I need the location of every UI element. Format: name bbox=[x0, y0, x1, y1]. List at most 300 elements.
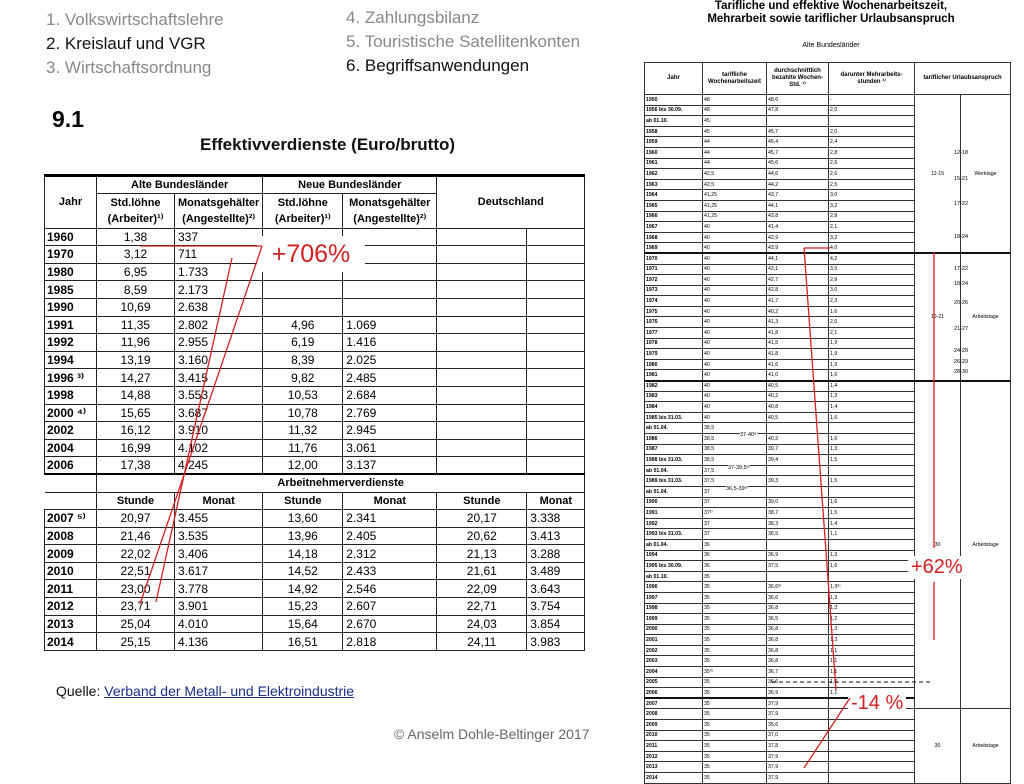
cell-year: 1985 bbox=[45, 281, 97, 299]
cell-value: 14,92 bbox=[263, 580, 343, 598]
r-urlaub-range: 24-28 bbox=[953, 348, 969, 354]
r-cell-value: 36,8 bbox=[767, 645, 829, 656]
r-cell-value bbox=[829, 720, 915, 731]
r-urlaub-range: 18-24 bbox=[953, 234, 969, 240]
r-cell-value: 35 bbox=[703, 773, 767, 784]
r-cell-year: 1985 bis 31.03. bbox=[645, 412, 703, 423]
r-cell-value: 3,2 bbox=[829, 232, 915, 243]
table-row bbox=[45, 598, 585, 616]
table-row bbox=[45, 369, 585, 387]
r-cell-year: 1968 bbox=[645, 232, 703, 243]
table-row bbox=[45, 298, 585, 316]
source-label: Quelle: bbox=[56, 683, 105, 699]
r-cell-value: 1,1 bbox=[829, 688, 915, 699]
cell-std-neue: 10,78 bbox=[263, 404, 343, 422]
r-cell-value: 1,3 bbox=[829, 624, 915, 635]
r-note-3: 36,5-39⁶⁾ bbox=[726, 486, 749, 492]
r-cell-value: 1,1 bbox=[829, 645, 915, 656]
r-cell-value: - bbox=[829, 95, 915, 106]
r-cell-value: 37²⁾ bbox=[703, 508, 767, 519]
r-cell-value: 2,1 bbox=[829, 328, 915, 339]
left-table-title: Effektivverdienste (Euro/brutto) bbox=[200, 135, 456, 154]
source-link[interactable]: Verband der Metall- und Elektroindustrie bbox=[104, 683, 355, 699]
cell-value: 23,71 bbox=[97, 598, 175, 616]
r-tage-arbeitstage: Arbeitstage bbox=[961, 709, 1011, 783]
cell-mon-alte: 1.733 bbox=[175, 263, 263, 281]
r-cell-value: 2,9 bbox=[829, 211, 915, 222]
r-table-row bbox=[645, 95, 1011, 106]
table-row bbox=[45, 386, 585, 404]
r-cell-value: 43,7 bbox=[767, 190, 829, 201]
cell-de-monat bbox=[527, 404, 585, 422]
r-cell-value: 40 bbox=[703, 285, 767, 296]
cell-de-monat bbox=[527, 351, 585, 369]
r-cell-value: 45 bbox=[703, 126, 767, 137]
cell-de-stunde bbox=[437, 281, 527, 299]
cell-value: 3.455 bbox=[175, 510, 263, 528]
table-row bbox=[45, 404, 585, 422]
r-cell-value: 2,1 bbox=[829, 222, 915, 233]
r-cell-value: 38,5 bbox=[703, 434, 767, 445]
r-cell-value: 40 bbox=[703, 359, 767, 370]
cell-value: 3.778 bbox=[175, 580, 263, 598]
r-cell-value: 48 bbox=[703, 105, 767, 116]
r-cell-value: 2,0 bbox=[829, 126, 915, 137]
cell-std-neue: 8,39 bbox=[263, 351, 343, 369]
cell-mon-neue bbox=[343, 298, 437, 316]
cell-de-stunde bbox=[437, 298, 527, 316]
table-row bbox=[45, 580, 585, 598]
cell-value: 3.406 bbox=[175, 545, 263, 563]
cell-std-neue: 11,76 bbox=[263, 439, 343, 457]
r-urlaub-group-1: 12-15 bbox=[915, 95, 961, 254]
r-cell-value: 38,5 bbox=[703, 423, 767, 434]
r-cell-value: 40 bbox=[703, 306, 767, 317]
r-cell-value: 35 bbox=[703, 677, 767, 688]
r-cell-value bbox=[829, 741, 915, 752]
r-cell-value bbox=[767, 465, 829, 476]
r-cell-value bbox=[829, 762, 915, 773]
r-cell-value: 35⁹⁾ bbox=[703, 667, 767, 678]
cell-value: 2.607 bbox=[343, 598, 437, 616]
right-subtitle: Alte Bundesländer bbox=[802, 42, 860, 49]
r-cell-value: 40,2 bbox=[767, 391, 829, 402]
cell-de-stunde bbox=[437, 457, 527, 475]
header-stunde: Stunde bbox=[263, 492, 343, 510]
nav-item-volkswirtschaftslehre[interactable]: 1. Volkswirtschaftslehre bbox=[46, 10, 224, 29]
cell-std-neue bbox=[263, 281, 343, 299]
r-cell-year: 1975 bbox=[645, 306, 703, 317]
header-stunde: Stunde bbox=[437, 492, 527, 510]
r-cell-year: 1950 bbox=[645, 95, 703, 106]
r-cell-value: 1,4 bbox=[829, 402, 915, 413]
cell-std-alte: 10,69 bbox=[97, 298, 175, 316]
cell-year: 1980 bbox=[45, 263, 97, 281]
r-cell-value: 41,5 bbox=[767, 338, 829, 349]
r-cell-value: 37,9 bbox=[767, 709, 829, 720]
r-cell-year: 1969 bbox=[645, 243, 703, 254]
r-cell-value: 37 bbox=[703, 518, 767, 529]
r-cell-value: 38,3 bbox=[767, 518, 829, 529]
r-cell-value: 39,3 bbox=[767, 476, 829, 487]
r-cell-value: 1,9 bbox=[829, 359, 915, 370]
r-cell-value: 35 bbox=[703, 730, 767, 741]
r-cell-value: 40 bbox=[703, 349, 767, 360]
r-cell-year: 1986 bbox=[645, 434, 703, 445]
cell-de-stunde bbox=[437, 351, 527, 369]
r-cell-value: 45,7 bbox=[767, 147, 829, 158]
r-cell-value: 36,8 bbox=[767, 656, 829, 667]
cell-value: 16,51 bbox=[263, 633, 343, 651]
cell-std-neue: 10,53 bbox=[263, 386, 343, 404]
r-cell-value: 43,8 bbox=[767, 211, 829, 222]
cell-de-stunde bbox=[437, 404, 527, 422]
r-cell-year: 1971 bbox=[645, 264, 703, 275]
table-row bbox=[45, 457, 585, 475]
r-cell-value: 2,3 bbox=[829, 296, 915, 307]
r-cell-year: 2001 bbox=[645, 635, 703, 646]
r-cell-value: 40 bbox=[703, 222, 767, 233]
r-cell-value: 37 bbox=[703, 529, 767, 540]
cell-std-alte: 6,95 bbox=[97, 263, 175, 281]
r-urlaub-range: 21-27 bbox=[953, 326, 969, 332]
cell-value: 3.643 bbox=[527, 580, 585, 598]
table-row bbox=[45, 334, 585, 352]
r-cell-value: 41,8 bbox=[767, 349, 829, 360]
nav-item-begriffsanwendungen[interactable]: 6. Begriffsanwendungen bbox=[346, 56, 530, 75]
r-cell-value: 47,8 bbox=[767, 105, 829, 116]
r-cell-value: 40 bbox=[703, 412, 767, 423]
cell-value: 3.983 bbox=[527, 633, 585, 651]
r-cell-year: 2003 bbox=[645, 656, 703, 667]
r-cell-year: 1994 bbox=[645, 550, 703, 561]
cell-mon-alte: 3.687 bbox=[175, 404, 263, 422]
table-row bbox=[45, 316, 585, 334]
r-cell-value: 40 bbox=[703, 275, 767, 286]
r-cell-year: 1966 bbox=[645, 211, 703, 222]
r-table-row bbox=[645, 381, 1011, 392]
right-panel bbox=[638, 0, 1024, 781]
nav-item-wirtschaftsordnung[interactable]: 3. Wirtschaftsordnung bbox=[46, 58, 212, 77]
r-urlaub-range: 17-22 bbox=[953, 201, 969, 207]
cell-value: 3.901 bbox=[175, 598, 263, 616]
r-cell-value: 40,2 bbox=[767, 306, 829, 317]
cell-de-stunde bbox=[437, 228, 527, 246]
r-cell-value: 3,5 bbox=[829, 264, 915, 275]
cell-year: 2002 bbox=[45, 422, 97, 440]
r-cell-year: 1967 bbox=[645, 222, 703, 233]
cell-year: 2004 bbox=[45, 439, 97, 457]
r-note-2: 37-39,5⁶⁾ bbox=[728, 465, 751, 471]
r-cell-value bbox=[767, 571, 829, 582]
cell-value: 3.489 bbox=[527, 562, 585, 580]
r-cell-value: 1,3 bbox=[829, 391, 915, 402]
cell-std-alte: 17,38 bbox=[97, 457, 175, 475]
copyright: © Anselm Dohle-Beltinger 2017 bbox=[394, 726, 590, 742]
cell-year: 2007 ⁵⁾ bbox=[45, 510, 97, 528]
cell-de-monat bbox=[527, 439, 585, 457]
cell-value: 20,62 bbox=[437, 527, 527, 545]
r-cell-year: 1962 bbox=[645, 169, 703, 180]
r-cell-year: 1982 bbox=[645, 381, 703, 392]
r-cell-value: 40 bbox=[703, 328, 767, 339]
cell-std-alte: 15,65 bbox=[97, 404, 175, 422]
r-cell-value: 41,7 bbox=[767, 296, 829, 307]
r-cell-year: 1993 bis 31.03. bbox=[645, 529, 703, 540]
header-neue-bl: Neue Bundesländer bbox=[263, 176, 437, 194]
r-cell-value: 37,9 bbox=[767, 751, 829, 762]
cell-value: 25,04 bbox=[97, 615, 175, 633]
r-cell-value: 45,7 bbox=[767, 126, 829, 137]
r-cell-value: 2,9 bbox=[829, 275, 915, 286]
r-cell-value bbox=[767, 116, 829, 127]
r-cell-value bbox=[829, 571, 915, 582]
header-std-loehne: Std.löhne (Arbeiter)¹⁾ bbox=[97, 193, 175, 228]
r-header-urlaub: tariflicher Urlaubsanspruch bbox=[915, 63, 1011, 95]
r-urlaub-30: 30 bbox=[915, 709, 961, 783]
header-monat: Monat bbox=[527, 492, 585, 510]
cell-mon-neue bbox=[343, 281, 437, 299]
header-alte-bl: Alte Bundesländer bbox=[97, 176, 263, 194]
cell-value: 3.754 bbox=[527, 598, 585, 616]
cell-value: 21,46 bbox=[97, 527, 175, 545]
r-cell-value: 36,5 bbox=[767, 614, 829, 625]
r-cell-value: 1,5 bbox=[829, 476, 915, 487]
cell-year: 1991 bbox=[45, 316, 97, 334]
r-cell-year: ab 01.04. bbox=[645, 486, 703, 497]
cell-value: 2.341 bbox=[343, 510, 437, 528]
r-cell-year: 2004 bbox=[645, 667, 703, 678]
right-title-line1: Tarifliche und effektive Wochenarbeitszeit, bbox=[714, 0, 948, 12]
cell-year: 2008 bbox=[45, 527, 97, 545]
r-tage-arbeitstage: Arbeitstage bbox=[961, 381, 1011, 709]
r-cell-year: ab 01.10. bbox=[645, 116, 703, 127]
r-cell-value: 37,8 bbox=[767, 741, 829, 752]
cell-de-stunde bbox=[437, 439, 527, 457]
cell-std-alte: 3,12 bbox=[97, 246, 175, 264]
cell-value: 4.010 bbox=[175, 615, 263, 633]
r-cell-value: 36,6 bbox=[767, 592, 829, 603]
r-cell-value: 44 bbox=[703, 158, 767, 169]
r-cell-value: 41,6 bbox=[767, 359, 829, 370]
cell-de-monat bbox=[527, 334, 585, 352]
cell-value: 22,51 bbox=[97, 562, 175, 580]
r-cell-value: 35 bbox=[703, 709, 767, 720]
table-row bbox=[45, 510, 585, 528]
cell-de-stunde bbox=[437, 386, 527, 404]
r-tage-arbeitstage: Arbeitstage bbox=[961, 253, 1011, 380]
r-cell-year: 1958 bbox=[645, 126, 703, 137]
r-cell-value: 36,6⁸⁾ bbox=[767, 582, 829, 593]
r-cell-year: 2011 bbox=[645, 741, 703, 752]
r-cell-value: 48,6 bbox=[767, 95, 829, 106]
cell-mon-neue: 2.025 bbox=[343, 351, 437, 369]
r-cell-value: 40 bbox=[703, 381, 767, 392]
r-cell-value bbox=[767, 539, 829, 550]
header-jahr: Jahr bbox=[45, 176, 97, 229]
wochenarbeitszeit-table bbox=[644, 62, 1011, 784]
r-cell-value: 48 bbox=[703, 95, 767, 106]
r-cell-value: 40 bbox=[703, 264, 767, 275]
r-cell-year: 1973 bbox=[645, 285, 703, 296]
r-cell-value: 1,6 bbox=[829, 561, 915, 572]
r-cell-value: 44,1 bbox=[767, 200, 829, 211]
cell-value: 3.413 bbox=[527, 527, 585, 545]
r-cell-value: 42,5 bbox=[703, 179, 767, 190]
r-cell-value: 41,4 bbox=[767, 222, 829, 233]
nav-item-satellitenkonten[interactable]: 5. Touristische Satellitenkonten bbox=[346, 32, 581, 51]
r-cell-year: 1998 bbox=[645, 603, 703, 614]
nav-col-1 bbox=[46, 8, 224, 80]
r-cell-year: ab 01.04. bbox=[645, 465, 703, 476]
cell-value: 3.617 bbox=[175, 562, 263, 580]
r-cell-year: 1997 bbox=[645, 592, 703, 603]
cell-mon-alte: 2.173 bbox=[175, 281, 263, 299]
r-cell-value: 40 bbox=[703, 402, 767, 413]
r-cell-year: 1979 bbox=[645, 349, 703, 360]
cell-year: 1996 ³⁾ bbox=[45, 369, 97, 387]
source-line bbox=[56, 683, 354, 699]
r-cell-value: 37 bbox=[703, 497, 767, 508]
cell-mon-neue: 2.769 bbox=[343, 404, 437, 422]
r-cell-value: 41,25 bbox=[703, 211, 767, 222]
r-cell-value: 40 bbox=[703, 370, 767, 381]
cell-mon-alte: 2.802 bbox=[175, 316, 263, 334]
r-urlaub-range: 15-21 bbox=[953, 176, 969, 182]
header-monatsgehaelter-neu: Monatsgehälter (Angestellte)²⁾ bbox=[343, 193, 437, 228]
cell-value: 25,15 bbox=[97, 633, 175, 651]
r-cell-value: 35 bbox=[703, 614, 767, 625]
cell-mon-neue: 1.416 bbox=[343, 334, 437, 352]
r-cell-value: 40,8 bbox=[767, 402, 829, 413]
r-cell-year: 1980 bbox=[645, 359, 703, 370]
r-cell-value: 1,3 bbox=[829, 550, 915, 561]
cell-std-alte: 8,59 bbox=[97, 281, 175, 299]
r-cell-value: 1,5 bbox=[829, 455, 915, 466]
header-std-loehne-neu: Std.löhne (Arbeiter)¹⁾ bbox=[263, 193, 343, 228]
r-cell-year: 1988 bis 31.03. bbox=[645, 455, 703, 466]
r-table-row bbox=[645, 709, 1011, 720]
r-cell-value: 44 bbox=[703, 137, 767, 148]
cell-mon-neue: 3.061 bbox=[343, 439, 437, 457]
r-cell-value: 35 bbox=[703, 720, 767, 731]
r-cell-year: 2002 bbox=[645, 645, 703, 656]
cell-std-neue bbox=[263, 298, 343, 316]
r-cell-value: 40 bbox=[703, 391, 767, 402]
r-cell-value: 36,7 bbox=[767, 667, 829, 678]
r-cell-year: 1961 bbox=[645, 158, 703, 169]
r-cell-value: 44,6 bbox=[767, 169, 829, 180]
cell-value: 3.338 bbox=[527, 510, 585, 528]
r-cell-value: 39,4 bbox=[767, 455, 829, 466]
cell-mon-neue: 2.684 bbox=[343, 386, 437, 404]
cell-year: 2012 bbox=[45, 598, 97, 616]
cell-value: 24,11 bbox=[437, 633, 527, 651]
r-urlaub-range: 18-24 bbox=[953, 281, 969, 287]
r-cell-value: 40 bbox=[703, 296, 767, 307]
nav-item-kreislauf[interactable]: 2. Kreislauf und VGR bbox=[46, 34, 206, 53]
cell-mon-neue: 3.137 bbox=[343, 457, 437, 475]
annotation-62: +62% bbox=[908, 556, 966, 579]
r-cell-value: 35 bbox=[703, 762, 767, 773]
r-cell-value bbox=[829, 539, 915, 550]
r-cell-value: 43,9 bbox=[767, 243, 829, 254]
r-cell-year: 1964 bbox=[645, 190, 703, 201]
cell-value: 2.433 bbox=[343, 562, 437, 580]
r-cell-value: 37,5 bbox=[767, 561, 829, 572]
r-cell-year: 2014 bbox=[645, 773, 703, 784]
cell-mon-alte: 4.102 bbox=[175, 439, 263, 457]
r-cell-value bbox=[829, 773, 915, 784]
r-cell-year: 1978 bbox=[645, 338, 703, 349]
r-cell-year: 1983 bbox=[645, 391, 703, 402]
cell-value: 2.818 bbox=[343, 633, 437, 651]
cell-std-alte: 1,38 bbox=[97, 228, 175, 246]
r-cell-value: 35 bbox=[703, 582, 767, 593]
cell-year: 1960 bbox=[45, 228, 97, 246]
table-row bbox=[45, 281, 585, 299]
r-cell-value: 35 bbox=[703, 592, 767, 603]
r-cell-value: 44 bbox=[703, 147, 767, 158]
cell-year: 1994 bbox=[45, 351, 97, 369]
section-number: 9.1 bbox=[52, 106, 84, 132]
cell-mon-alte: 2.638 bbox=[175, 298, 263, 316]
r-urlaub-range: 20-26 bbox=[953, 300, 969, 306]
r-cell-value: 45,4 bbox=[767, 137, 829, 148]
r-cell-value: 37,5 bbox=[703, 465, 767, 476]
r-cell-year: 1989 bis 31.03. bbox=[645, 476, 703, 487]
table-row bbox=[45, 545, 585, 563]
r-cell-value: 35 bbox=[703, 571, 767, 582]
cell-de-monat bbox=[527, 386, 585, 404]
cell-year: 1992 bbox=[45, 334, 97, 352]
cell-std-alte: 16,12 bbox=[97, 422, 175, 440]
cell-de-stunde bbox=[437, 246, 527, 264]
nav-col-2 bbox=[346, 6, 580, 78]
r-header-tarif: tarifliche Wochenarbeitszeit bbox=[703, 63, 767, 95]
right-title-line2: Mehrarbeit sowie tariflicher Urlaubsanspruch bbox=[707, 13, 955, 25]
cell-value: 23,00 bbox=[97, 580, 175, 598]
r-cell-value: 1,3 bbox=[829, 603, 915, 614]
r-cell-value bbox=[767, 486, 829, 497]
header-monatsgehaelter: Monatsgehälter (Angestellte)²⁾ bbox=[175, 193, 263, 228]
r-cell-value: 1,0 bbox=[829, 677, 915, 688]
cell-year: 2010 bbox=[45, 562, 97, 580]
r-cell-value: 36,8 bbox=[767, 624, 829, 635]
r-cell-value: 38,7 bbox=[767, 508, 829, 519]
r-cell-value: 1,1 bbox=[829, 529, 915, 540]
r-cell-value: 1,9 bbox=[829, 338, 915, 349]
cell-year: 2011 bbox=[45, 580, 97, 598]
r-cell-value: 4,2 bbox=[829, 253, 915, 264]
r-cell-year: 1981 bbox=[645, 370, 703, 381]
cell-year: 1970 bbox=[45, 246, 97, 264]
r-cell-value: 42,9 bbox=[767, 232, 829, 243]
right-title bbox=[638, 0, 1024, 26]
r-tage-werktage: Werktage bbox=[961, 95, 1011, 254]
r-cell-value: 35 bbox=[703, 656, 767, 667]
nav-item-zahlungsbilanz[interactable]: 4. Zahlungsbilanz bbox=[346, 8, 480, 27]
table-row bbox=[45, 615, 585, 633]
r-cell-value bbox=[767, 423, 829, 434]
r-cell-value: 1,3 bbox=[829, 635, 915, 646]
r-cell-value: 2,4 bbox=[829, 137, 915, 148]
cell-de-monat bbox=[527, 316, 585, 334]
cell-de-stunde bbox=[437, 263, 527, 281]
annotation-14: -14 % bbox=[848, 692, 906, 715]
header-monat: Monat bbox=[175, 492, 263, 510]
cell-value: 2.405 bbox=[343, 527, 437, 545]
